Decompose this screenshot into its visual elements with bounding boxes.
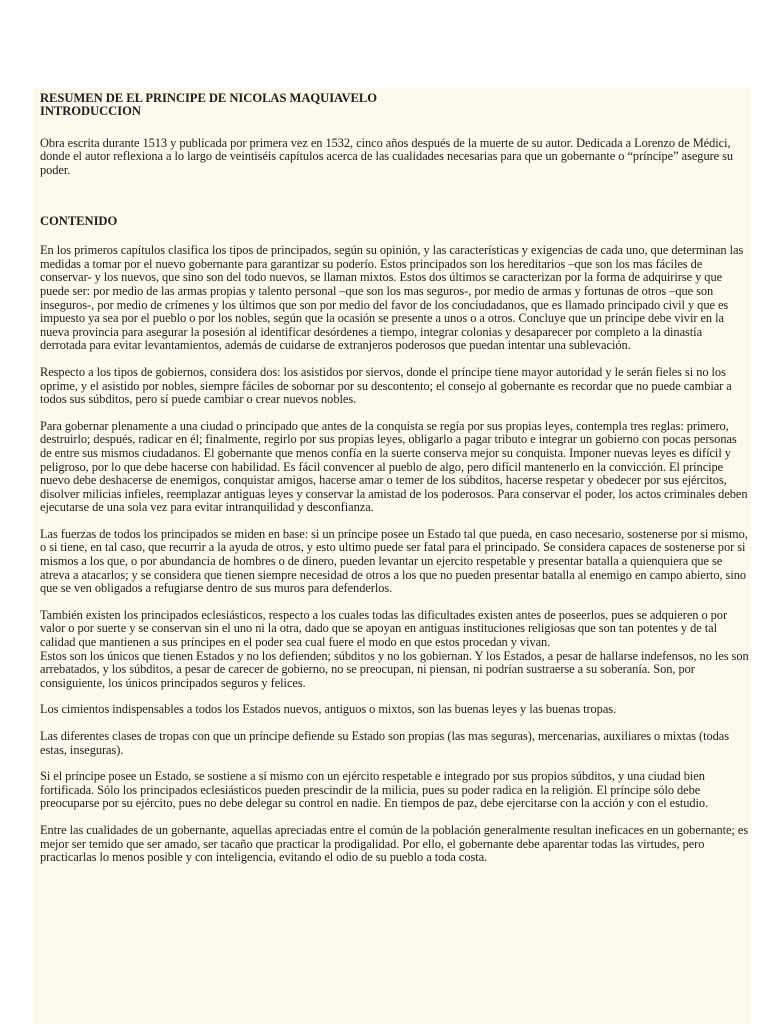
body-paragraph: Si el príncipe posee un Estado, se sostiene a sí mismo con un ejército respetable e integrado por sus propios súbditos, y una ciudad bien fortificada. Sólo los principados eclesiásticos pueden prescindir de la milicia, pues su poder radica en la religión. El príncipe sólo debe preocuparse por su ejército, pues no debe delegar su control en nadie. En tiempos de paz, debe ejercitarse con la acción y con el estudio. [40, 769, 709, 811]
body-paragraph: Estos son los únicos que tienen Estados y no los defienden; súbditos y no los gobiernan. Y los Estados, a pesar de hallarse indefensos, no les son arrebatados, y los súbditos, a pesar de carecer de gobierno, no se preocupan, ni piensan, ni podrían sustraerse a su soberanía. Son, por consiguiente, los únicos principados seguros y felices. [40, 648, 749, 690]
body-paragraph: Las fuerzas de todos los principados se miden en base: si un príncipe posee un Estado tal que pueda, en caso necesario, sostenerse por si mismo, o si tiene, en tal caso, que recurrir a la ayuda de otros, y esto ultimo puede ser fatal para el principado. Se considera capaces de sostenerse por si mismos a los que, o por abundancia de hombres o de dinero, pueden levantar un ejercito respetable y presentar batalla a quienquiera que se atreva a atacarlos; y se considera que tienen siempre necesidad de otros a los que no pueden presentar batalla al enemigo en campo abierto, sino que se ven obligados a refugiarse dentro de sus muros para defenderlos. [40, 526, 748, 596]
document-content [40, 92, 750, 878]
body-paragraph: Las diferentes clases de tropas con que un príncipe defiende su Estado son propias (las mas seguras), mercenarias, auxiliares o mixtas (todas estas, inseguras). [40, 729, 730, 757]
body-paragraph: Los cimientos indispensables a todos los Estados nuevos, antiguos o mixtos, son las buenas leyes y las buenas tropas. [40, 702, 617, 717]
body-paragraph: También existen los principados eclesiásticos, respecto a los cuales todas las dificultades existen antes de poseerlos, pues se adquieren o por valor o por suerte y se conservan sin el uno ni la otra, dado que se apoyan en antiguas instituciones religiosas que son tan potentes y de tal calidad que mantienen a sus príncipes en el poder sea cual fuere el modo en que estos procedan y vivan. [40, 607, 728, 650]
content-heading: CONTENIDO [40, 213, 118, 228]
body-paragraph: Respecto a los tipos de gobiernos, considera dos: los asistidos por siervos, donde el príncipe tiene mayor autoridad y le serán fieles si no los oprime, y el asistido por nobles, siempre fáciles de sobornar por su descontento; el consejo al gobernante es recordar que no puede cambiar a todos sus súbditos, pero sí puede cambiar o crear nuevos nobles. [40, 364, 732, 407]
section-spacer [40, 191, 750, 215]
intro-paragraph: Obra escrita durante 1513 y publicada por primera vez en 1532, cinco años después de la muerte de su autor. Dedicada a Lorenzo de Médici, donde el autor reflexiona a lo largo de veintiséis capítulos acerca de las cualidades necesarias para que un gobernante o “príncipe” asegure su poder. [40, 135, 734, 177]
document-title: RESUMEN DE EL PRINCIPE DE NICOLAS MAQUIAVELO [40, 91, 377, 105]
body-paragraph: Entre las cualidades de un gobernante, aquellas apreciadas entre el común de la población generalmente resultan ineficaces en un gobernante; es mejor ser temido que ser amado, ser tacaño que practicar la prodigalidad. Por ello, el gobernante debe aparentar todas las virtudes, pero practicarlas lo menos posible y con inteligencia, evitando el odio de su pueblo a toda costa. [40, 822, 749, 865]
intro-heading: INTRODUCCION [40, 104, 141, 119]
title-block [40, 92, 750, 119]
body-paragraph: Para gobernar plenamente a una ciudad o principado que antes de la conquista se regía por sus propias leyes, contempla tres reglas: primero, destruirlo; después, radicar en él; finalmente, regirlo por sus propias leyes, obligarlo a pagar tributo e integrar un gobierno con pocas personas de entre sus mismos ciudadanos. El gobernante que menos confía en la suerte conserva mejor su conquista. Imponer nuevas leyes es difícil y peligroso, por lo que debe hacerse con habilidad. Es fácil convencer al pueblo de algo, pero difícil mantenerlo en la convicción. El príncipe nuevo debe deshacerse de enemigos, conquistar amigos, hacerse amar o temer de los súbditos, hacerse respetar y obedecer por sus ejércitos, disolver milicias infieles, reemplazar antiguas leyes y conservar la amistad de los poderosos. Para conservar el poder, los actos criminales deben ejecutarse de una sola vez para evitar intranquilidad y desconfianza. [40, 418, 748, 515]
document-page [33, 88, 751, 1024]
body-paragraph: En los primeros capítulos clasifica los tipos de principados, según su opinión, y las características y exigencias de cada uno, que determinan las medidas a tomar por el nuevo gobernante para garantizar su poderío. Estos principados son los hereditarios –que son los mas fáciles de conservar- y los nuevos, que sino son del todo nuevos, se llaman mixtos. Estos dos últimos se caracterizan por la forma de adquirirse y que puede ser: por medio de las armas propias y talento personal –que son los mas seguros-, por medio de armas y fortunas de otros –que son inseguros-, por medio de crímenes y los últimos que son por medio del favor de los conciudadanos, que es llamado principado civil y que es impuesto ya sea por el pueblo o por los nobles, según que la ocasión se presente a unos o a otros. Concluye que un príncipe debe vivir en la nueva provincia para asegurar la posesión al identificar desórdenes a tiempo, integrar colonias y desaparecer por completo a la dinastía derrotada para evitar levantamientos, además de cuidarse de extranjeros poderosos que puedan intentar una sublevación. [40, 243, 744, 353]
